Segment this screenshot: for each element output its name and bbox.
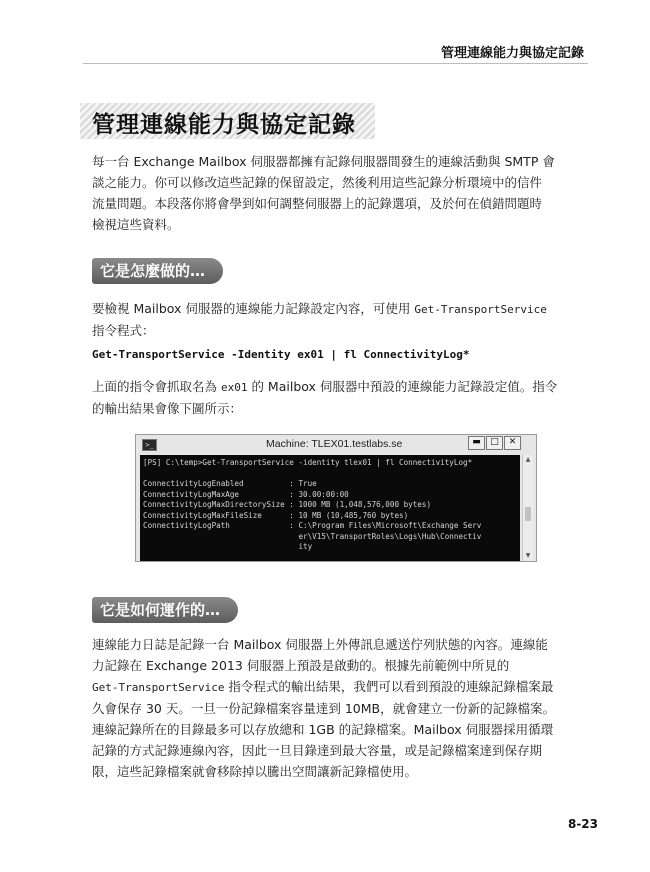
works-text: 指令程式的輸出結果，我們可以看到預設的連線記錄檔案最 xyxy=(224,679,554,694)
close-button[interactable]: ✕ xyxy=(504,436,521,450)
console-body[interactable] xyxy=(140,455,520,561)
console-output-line: ConnectivityLogEnabled : True xyxy=(143,479,317,488)
minimize-button[interactable]: ▬ xyxy=(468,436,485,450)
works-line: 限，這些記錄檔案就會移除掉以騰出空間讓新記錄檔使用。 xyxy=(92,764,418,779)
console-output-line: ConnectivityLogMaxAge : 30.00:00:00 xyxy=(143,489,349,499)
command-line: Get-TransportService -Identity ex01 | fl ConnectivityLog* xyxy=(92,348,470,361)
maximize-button[interactable]: □ xyxy=(486,436,503,450)
console-output-line: ConnectivityLogMaxDirectorySize : 1000 MB (1,048,576,000 bytes) xyxy=(143,500,432,509)
scroll-up-arrow-icon[interactable]: ▲ xyxy=(525,456,531,463)
works-line xyxy=(92,676,584,698)
scroll-down-arrow-icon[interactable]: ▼ xyxy=(525,552,531,559)
how-line-1 xyxy=(92,298,584,320)
powershell-icon: >_ xyxy=(142,439,157,451)
works-line: 連線能力日誌是記錄一台 Mailbox 伺服器上外傳訊息遞送佇列狀態的內容。連線能 xyxy=(92,637,548,652)
console-titlebar xyxy=(136,435,536,455)
console-window-title: Machine: TLEX01.testlabs.se xyxy=(266,438,403,450)
inline-code: Get-TransportService xyxy=(92,681,225,694)
how-heading: 它是怎麼做的… xyxy=(92,258,223,284)
intro-line: 談之能力。你可以修改這些記錄的保留設定，然後利用這些記錄分析環境中的信件 xyxy=(92,175,543,190)
console-scrollbar[interactable] xyxy=(522,455,533,561)
inline-code: Get-TransportService xyxy=(414,303,547,316)
after-text: 上面的指令會抓取名為 xyxy=(92,379,221,394)
intro-line: 每一台 Exchange Mailbox 伺服器都擁有記錄伺服器間發生的連線活動與 SMTP 會 xyxy=(92,154,555,169)
page-number: 8-23 xyxy=(567,817,598,831)
header-rule xyxy=(83,63,588,64)
section-title: 管理連線能力與協定記錄 xyxy=(92,112,356,138)
works-heading: 它是如何運作的… xyxy=(92,597,238,623)
how-line-2: 指令程式： xyxy=(92,323,155,338)
scroll-thumb[interactable] xyxy=(525,507,531,521)
works-paragraph xyxy=(92,634,584,782)
intro-line: 檢視這些資料。 xyxy=(92,217,180,232)
console-output-line: ConnectivityLogPath : C:\Program Files\Microsoft\Exchange Serv xyxy=(143,521,482,530)
console-output-line: ConnectivityLogMaxFileSize : 10 MB (10,485,760 bytes) xyxy=(143,510,409,520)
after-line-1 xyxy=(92,376,584,398)
works-line: 連線記錄所在的目錄最多可以存放總和 1GB 的記錄檔案。Mailbox 伺服器採用循環 xyxy=(92,722,554,737)
console-window xyxy=(135,434,537,562)
works-line: 力記錄在 Exchange 2013 伺服器上預設是啟動的。根據先前範例中所見的 xyxy=(92,658,510,673)
how-text: 要檢視 Mailbox 伺服器的連線能力記錄設定內容，可使用 xyxy=(92,301,415,316)
works-line: 久會保存 30 天。一旦一份記錄檔案容量達到 10MB，就會建立一份新的記錄檔案。 xyxy=(92,701,556,716)
console-prompt-line: [PS] C:\temp>Get-TransportService -identity tlex01 | fl ConnectivityLog* xyxy=(143,458,473,467)
running-header: 管理連線能力與協定記錄 xyxy=(440,46,584,61)
console-output-line: er\V15\TransportRoles\Logs\Hub\Connectiv xyxy=(143,531,482,541)
intro-line: 流量問題。本段落你將會學到如何調整伺服器上的記錄選項，及於何在偵錯問題時 xyxy=(92,196,543,211)
intro-paragraph xyxy=(92,151,584,235)
after-line-2: 的輸出結果會像下圖所示： xyxy=(92,401,243,416)
console-output-line: ity xyxy=(143,542,313,551)
how-paragraph xyxy=(92,298,584,341)
works-line: 記錄的方式記錄連線內容，因此一旦目錄達到最大容量，或是記錄檔案達到保存期 xyxy=(92,743,543,758)
inline-code: ex01 xyxy=(220,381,248,394)
after-text: 的 Mailbox 伺服器中預設的連線能力記錄設定值。指令 xyxy=(247,379,558,394)
after-command-paragraph xyxy=(92,376,584,419)
console-output xyxy=(140,455,520,556)
